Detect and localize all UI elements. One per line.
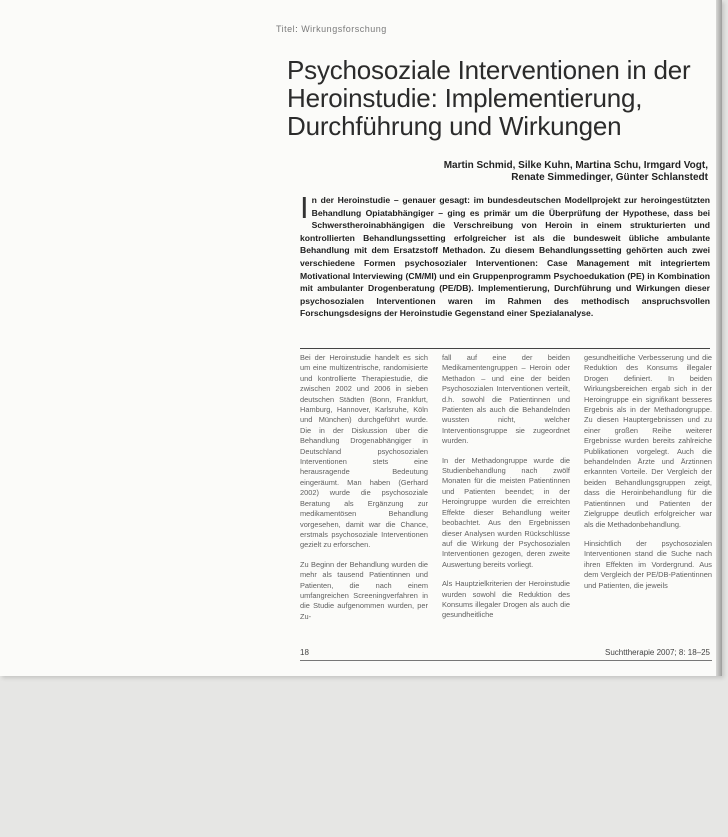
authors-line-2: Renate Simmedinger, Günter Schlanstedt [511, 172, 708, 183]
running-head-label: Titel [276, 24, 296, 34]
running-head: Titel: Wirkungsforschung [276, 24, 387, 34]
body-paragraph: Zu Beginn der Behandlung wurden die mehr als tausend Patientinnen und Patienten, die nach einem umfangreichen Screeningverfahren in die Studie aufgenommen wurden, per Zu- [300, 559, 428, 621]
body-column-1 [300, 353, 428, 631]
section-divider [300, 348, 710, 349]
body-paragraph: Bei der Heroinstudie handelt es sich um eine multizentrische, randomisierte und kontrollierte Therapiestudie, die zwischen 2002 und 2006 in sieben deutschen Städten (Bonn, Frankfurt, Hamburg, Hannover, Karlsruhe, Köln und München) durchgeführt wurde. Die in der Diskussion über die Behandlung Drogenabhängiger in Deutschland psychosozialen Interventionen stets eine herausragende Bedeutung eingeräumt. Man haben (Gerhard 2002) wurde die psychosoziale Beratung als Ergänzung zur medikamentösen Behandlung vorgesehen, damit war die Chance, erstmals psychosoziale Interventionen gezielt zu erforschen. [300, 353, 428, 550]
drop-cap: I [300, 190, 309, 225]
body-column-3 [584, 353, 712, 600]
lead-paragraph [300, 190, 710, 320]
body-paragraph: fall auf eine der beiden Medikamentengruppen – Heroin oder Methadon – und eine der beiden Psychosozialen Interventionen verteilt, d.h. sowohl die Patientinnen und Patienten als auch die Behandelnden wussten nicht, welcher Interventionsgruppe sie zugeordnet wurden. [442, 353, 570, 446]
journal-citation: Suchttherapie 2007; 8: 18–25 [605, 648, 710, 657]
running-head-section: Wirkungsforschung [301, 24, 387, 34]
page-edge-shadow [716, 0, 722, 676]
body-paragraph: Hinsichtlich der psychosozialen Interventionen stand die Suche nach ihren Effekten im Vordergrund. Aus dem Vergleich der PE/DB-Patientinnen und Patienten, die jeweils [584, 538, 712, 590]
body-paragraph: Als Hauptzielkriterien der Heroinstudie wurden sowohl die Reduktion des Konsums illegaler Drogen als auch die gesundheitliche [442, 579, 570, 620]
page-number: 18 [300, 648, 309, 657]
body-paragraph: gesundheitliche Verbesserung und die Reduktion des Konsums illegaler Drogen definiert. In beiden Wirkungsbereichen ergab sich in der Heroingruppe ein signifikant besseres Ergebnis als in der Methadongruppe. Zu diesen Hauptergebnissen und zu einer großen Reihe weiterer Ergebnisse wurden bereits zahlreiche Publikationen vorgelegt. Auch die behandelnden Ärzte und Ärztinnen erkannten Vorteile. Der Vergleich der beiden Behandlungsgruppen zeigt, dass die Heroinbehandlung für die Patientinnen und Patienten der Zielgruppe deutlich erfolgreicher war als die Methadonbehandlung. [584, 353, 712, 529]
body-columns [300, 353, 712, 643]
authors-line-1: Martin Schmid, Silke Kuhn, Martina Schu, Irmgard Vogt, [443, 160, 708, 171]
lead-text: n der Heroinstudie – genauer gesagt: im bundesdeutschen Modellprojekt zur heroingestützten Behandlung Opiatabhängiger – ging es primär um die Überprüfung der Hypothese, dass bei Schwerstheroinabhängigen die Verschreibung von Heroin in einem strukturierten und kontrollierten Behandlungssetting erfolgreicher ist als die bundesweit übliche ambulante Behandlung mit dem Ersatzstoff Methadon. Zu diesem Behandlungssetting gehörten auch zwei verschiedene Formen psychosozialer Interventionen: Case Management mit integriertem Motivational Interviewing (CM/MI) und ein Gruppenprogramm Psychoedukation (PE) in Kombination mit ambulanter Drogenberatung (PE/DB). Implementierung, Durchführung und Wirkungen dieser psychosozialen Interventionen waren im Rahmen des methodisch anspruchsvollen Forschungsdesigns der Heroinstudie Gegenstand einer Spezialanalyse. [300, 195, 710, 319]
author-list [300, 160, 708, 184]
article-title: Psychosoziale Interventionen in der Heroinstudie: Implementierung, Durchführung und Wirkungen [287, 55, 691, 141]
footer-rule [300, 660, 712, 661]
body-column-2 [442, 353, 570, 630]
body-paragraph: In der Methadongruppe wurde die Studienbehandlung nach zwölf Monaten für die meisten Patientinnen und Patienten beendet; in der Heroingruppe wurden die erreichten Effekte dieser Behandlung weiter beobachtet. Aus den Ergebnissen dieser Analysen wurden Rückschlüsse auf die Wirkung der Psychosozialen Interventionen gezogen, deren zweite Auswertung bereits vorliegt. [442, 455, 570, 569]
